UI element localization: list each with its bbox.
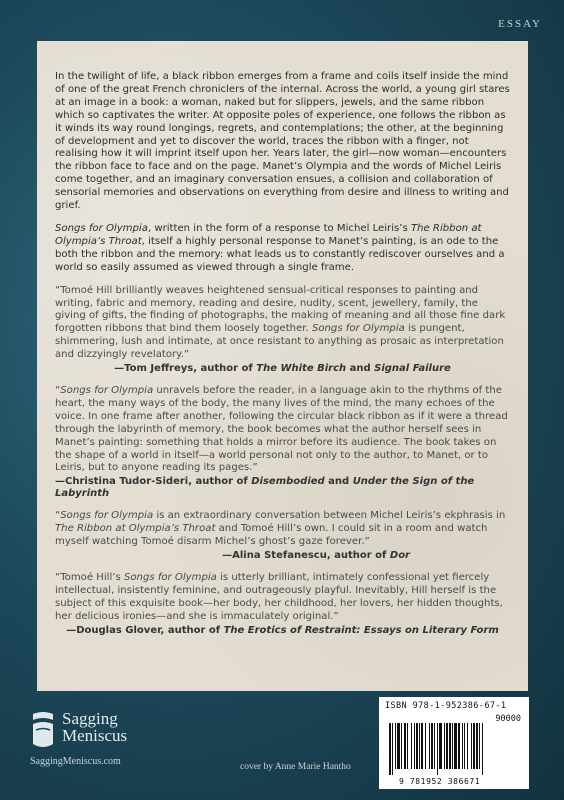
endorsement-1 [55, 285, 510, 375]
isbn-label: ISBN 978-1-952386-67-1 [385, 701, 507, 711]
blurb-text: , itself a highly personal response to Manet’s painting, is an ode to the both the ribbon and the memory: what leads us to constantly rediscover ourselves and a world so easily assumed as viewed through a single frame. [55, 235, 505, 273]
barcode-bar [419, 723, 420, 769]
quote-text: “ [55, 510, 61, 522]
quote-text: “Tomoé Hill’s [55, 572, 124, 584]
quote-text: is an extraordinary conversation between Michel Leiris’s ekphrasis in [153, 510, 506, 522]
barcode-bar [414, 723, 415, 769]
quote-title: Songs for Olympia [311, 323, 405, 335]
price-code: 90000 [495, 714, 521, 724]
barcode-bar [473, 723, 475, 769]
barcode-bar [479, 723, 480, 769]
barcode-bar [446, 723, 448, 769]
endorsement-attribution: —Christina Tudor-Sideri, author of Disembodied and Under the Sign of the Labyrinth [55, 476, 475, 500]
barcode-box [379, 697, 529, 789]
barcode-bar [464, 723, 465, 769]
barcode-bar [439, 723, 442, 769]
barcode-bar [416, 723, 418, 769]
blurb-paragraph-1: In the twilight of life, a black ribbon emerges from a frame and coils itself inside the mind of one of the great French chroniclers of the internal. Across the world, a young girl stares at an image in a book: a woman, naked but for slippers, jewels, and the same ribbon which so captivates the writer. At opposite poles of experience, one follows the ribbon as it winds its way round longings, regrets, and contemplations; the other, at the beginning of development and yet to discover the world, traces the ribbon with a finger, not realising how it will imprint itself upon her. Years later, the girl—now woman—encounters the ribbon face to face and on the page. Manet’s Olympia and the words of Michel Leiris come together, and an imaginary conversation ensues, a collision and collaboration of sensorial memories and observations on everything from desire and illness to writing and grief. [55, 71, 510, 212]
barcode-bar [429, 723, 430, 769]
cover-credit: cover by Anne Marie Hantho [240, 762, 351, 772]
endorsement-attribution: —Alina Stefanescu, author of Dor [222, 550, 410, 562]
quote-text: is pungent, shimmering, lush and intimate, at once resistant to anything as prosaic as interpretation and dizzyingly revelatory.” [55, 323, 504, 361]
quote-title: Songs for Olympia [60, 510, 154, 522]
quote-text: unravels before the reader, in a language akin to the rhythms of the heart, the many ways of the body, the many lives of the mind, the many echoes of the voice. In one frame after another, following the circular black ribbon as if it were a thread through the labyrinth of memory, the book becomes what the author herself sees in Manet’s painting: something that holds a mirror before its audience. The book takes on the shape of a world in itself—a world personal not only to the author, to Manet, or to Leiris, but to anyone reading its pages.” [55, 385, 508, 474]
meniscus-logo-icon [30, 710, 56, 750]
referenced-title: The Ribbon at Olympia’s Throat [55, 222, 482, 247]
book-title: Songs for Olympia [55, 222, 148, 234]
barcode-bar [467, 723, 468, 769]
barcode-bar [392, 723, 393, 775]
barcode-bar [437, 723, 438, 775]
publisher-name-line-1: Sagging [62, 709, 118, 728]
barcode-bar [411, 723, 412, 769]
publisher-name-line-2: Meniscus [62, 726, 128, 745]
quote-title: Songs for Olympia [123, 572, 217, 584]
barcode-bar [431, 723, 433, 769]
quote-text: is utterly brilliant, intimately confessional yet fiercely intellectual, insistently feminine, and outrageously playful. Inevitably, Hill herself is the subject of this exquisite book—her body, her childhood, her lovers, her hidden thoughts, her delicious ironies—and she is immaculately original.” [55, 572, 503, 622]
quote-title: The Ribbon at Olympia’s Throat [55, 523, 216, 535]
barcode-bar [449, 723, 451, 769]
barcode-bar [482, 723, 483, 775]
blurb-paragraph-2 [55, 223, 510, 275]
endorsement-3 [55, 510, 510, 562]
quote-text: “ [55, 385, 61, 397]
barcode-bar [452, 723, 453, 769]
barcode-bar [454, 723, 457, 769]
barcode-number: 9 781952 386671 [399, 777, 481, 786]
barcode-bar [471, 723, 472, 769]
barcode-bar [425, 723, 426, 769]
blurb-text: , written in the form of a response to Michel Leiris’s [147, 222, 411, 234]
endorsement-attribution: —Tom Jeffreys, author of The White Birch and Signal Failure [114, 363, 451, 375]
publisher-url[interactable]: SaggingMeniscus.com [30, 756, 121, 767]
barcode-bar [404, 723, 406, 769]
quote-text: and Tomoé Hill’s own. I could sit in a room and watch myself watching Tomoé disarm Michel’s ghost’s gaze forever.” [55, 523, 488, 548]
barcode-bar [395, 723, 396, 769]
endorsement-2 [55, 385, 510, 500]
back-cover-text-panel [37, 41, 528, 691]
barcode-bar [462, 723, 463, 769]
barcode-bar [421, 723, 423, 769]
publisher-block [30, 710, 180, 767]
endorsement-attribution: —Douglas Glover, author of The Erotics of Restraint: Essays on Literary Form [66, 624, 499, 636]
barcode-bar [397, 723, 400, 769]
barcode-bar [434, 723, 435, 769]
barcode-bar [444, 723, 445, 769]
barcode-bars [385, 723, 523, 775]
barcode-bar [407, 723, 408, 769]
barcode-bar [389, 723, 391, 775]
quote-title: Songs for Olympia [60, 385, 154, 397]
quote-text: “Tomoé Hill brilliantly weaves heightened sensual-critical responses to painting and writing, fabric and memory, reading and desire, nudity, scent, jewellery, family, the giving of gifts, the finding of photographs, the making of meaning and all those fine dark forgotten ribbons that bind them loosely together. [55, 284, 506, 335]
barcode-bar [458, 723, 460, 769]
section-label: ESSAY [498, 18, 542, 30]
barcode-bar [476, 723, 478, 769]
endorsement-4 [55, 572, 510, 637]
barcode-bar [401, 723, 402, 769]
